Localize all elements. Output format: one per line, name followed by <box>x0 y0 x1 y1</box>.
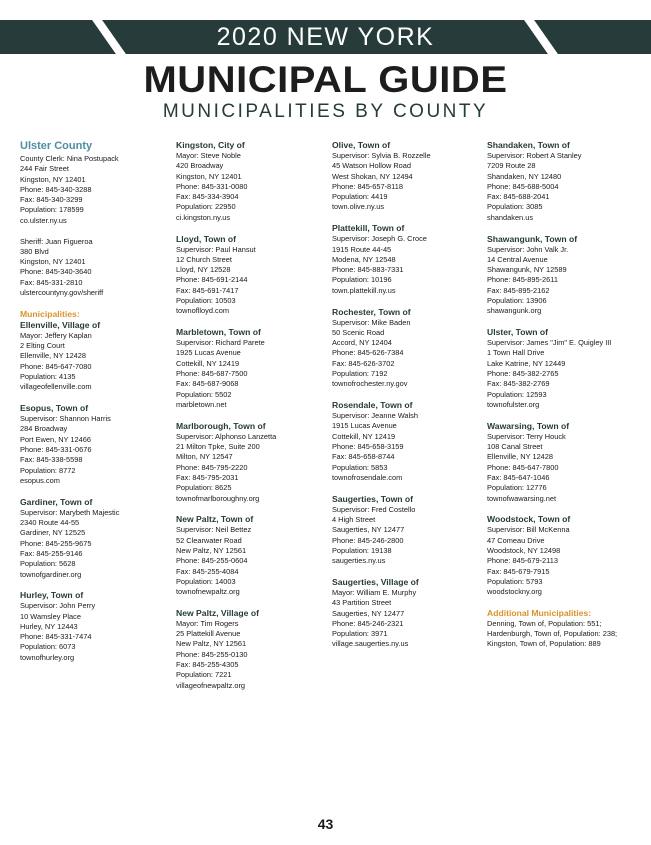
municipality-entry <box>176 327 328 410</box>
column-1 <box>20 140 172 674</box>
municipality-entry <box>332 307 484 390</box>
entry-line: Fax: 845-334-3904 <box>176 192 239 202</box>
entry-line: Phone: 845-647-7080 <box>20 361 92 371</box>
municipality-entry <box>176 140 328 223</box>
entry-line: Population: 5793 <box>487 576 543 586</box>
entry-line: Phone: 845-626-7384 <box>332 348 404 358</box>
entry-line: Supervisor: Mike Baden <box>332 317 411 327</box>
municipality-entry <box>332 223 484 296</box>
entry-line: Population: 3971 <box>332 629 388 639</box>
municipality-name: Woodstock, Town of <box>487 514 571 525</box>
entry-line: 21 Milton Tpke, Suite 200 <box>176 442 260 452</box>
entry-line: Cottekill, NY 12419 <box>332 431 396 441</box>
entry-line: Mayor: William E. Murphy <box>332 588 417 597</box>
municipality-name: Plattekill, Town of <box>332 223 405 234</box>
entry-line: 1915 Route 44-45 <box>332 244 392 254</box>
entry-line: 420 Broadway <box>176 161 224 171</box>
entry-line: Shandaken, NY 12480 <box>487 171 562 181</box>
entry-line: 14 Central Avenue <box>487 254 548 264</box>
municipality-entry <box>487 140 639 223</box>
entry-line: townofnewpaltz.org <box>176 587 240 597</box>
entry-line: Supervisor: Neil Bettez <box>176 525 252 535</box>
additional-municipalities-label: Additional Municipalities: <box>487 607 592 618</box>
entry-line: Fax: 845-895-2162 <box>487 285 550 295</box>
entry-line: Phone: 845-255-0604 <box>176 556 248 566</box>
entry-line: Fax: 845-647-1046 <box>487 472 550 482</box>
entry-line: villageofellenville.com <box>20 382 92 392</box>
entry-line: Mayor: Steve Noble <box>176 151 241 160</box>
municipality-name: Olive, Town of <box>332 140 391 150</box>
entry-line: 1915 Lucas Avenue <box>332 421 397 431</box>
entry-line: Phone: 845-331-0080 <box>176 181 248 191</box>
entry-line: Population: 13906 <box>487 296 547 306</box>
entry-line: Population: 5853 <box>332 462 388 472</box>
sheriff-block <box>20 237 172 299</box>
entry-line: Kingston, NY 12401 <box>176 171 242 181</box>
entry-line: 12 Church Street <box>176 254 232 264</box>
entry-line: Cottekill, NY 12419 <box>176 358 240 368</box>
entry-line: Supervisor: Fred Costello <box>332 504 416 514</box>
entry-line: Phone: 845-340-3288 <box>20 184 92 194</box>
entry-line: townofrochester.ny.gov <box>332 379 408 389</box>
entry-line: marbletown.net <box>176 399 227 409</box>
entry-line: Phone: 845-340-3640 <box>20 267 92 277</box>
entry-line: Gardiner, NY 12525 <box>20 528 86 538</box>
entry-line: shawangunk.org <box>487 306 542 316</box>
entry-line: Population: 8772 <box>20 465 76 475</box>
entry-line: Port Ewen, NY 12466 <box>20 434 91 444</box>
entry-line: co.ulster.ny.us <box>20 215 67 225</box>
municipality-name: Wawarsing, Town of <box>487 420 570 431</box>
municipality-entry <box>176 421 328 504</box>
entry-line: Woodstock, NY 12498 <box>487 545 561 555</box>
entry-line: 10 Wamsley Place <box>20 611 81 621</box>
entry-line: Lloyd, NY 12528 <box>176 265 231 275</box>
entry-line: Fax: 845-255-4305 <box>176 660 239 670</box>
entry-line: 1925 Lucas Avenue <box>176 348 241 358</box>
entry-line: Supervisor: John Perry <box>20 601 96 611</box>
entry-line: Phone: 845-658-3159 <box>332 442 404 452</box>
entry-line: Population: 8625 <box>176 483 232 493</box>
entry-line: esopus.com <box>20 475 60 485</box>
page-subtitle: MUNICIPALITIES BY COUNTY <box>162 101 489 122</box>
entry-line: townofhurley.org <box>20 652 75 662</box>
entry-line: Population: 4419 <box>332 192 388 202</box>
entry-line: Fax: 845-255-4084 <box>176 566 239 576</box>
entry-line: 2 Elting Court <box>20 341 65 351</box>
entry-line: Kingston, NY 12401 <box>20 257 86 267</box>
entry-line: Mayor: Jeffery Kaplan <box>20 330 92 340</box>
municipality-entry <box>176 514 328 597</box>
entry-line: town.plattekill.ny.us <box>332 285 396 295</box>
entry-line: Population: 3085 <box>487 202 543 212</box>
additional-municipalities-text: Denning, Town of, Population: 551; Hardenburgh, Town of, Population: 238; Kingston, Town of, Population: 889 <box>487 618 618 649</box>
entry-line: Population: 10503 <box>176 296 236 306</box>
entry-line: townofmarlboroughny.org <box>176 493 260 503</box>
entry-line: ci.kingston.ny.us <box>176 212 231 222</box>
entry-line: townoflloyd.com <box>176 306 229 316</box>
municipality-entry <box>332 140 484 213</box>
entry-line: Milton, NY 12547 <box>176 452 233 462</box>
municipality-name: New Paltz, Village of <box>176 607 259 618</box>
entry-line: Phone: 845-331-7474 <box>20 632 92 642</box>
entry-line: townofgardiner.org <box>20 569 82 579</box>
entry-line: Phone: 845-883-7331 <box>332 265 404 275</box>
entry-line: Population: 4135 <box>20 372 76 382</box>
entry-line: Supervisor: Robert A Stanley <box>487 151 582 160</box>
municipality-name: Shawangunk, Town of <box>487 233 578 244</box>
municipality-entry <box>332 577 484 650</box>
municipality-name: Rochester, Town of <box>332 306 411 317</box>
municipality-name: Marbletown, Town of <box>176 327 261 338</box>
municipality-name: Lloyd, Town of <box>176 233 236 244</box>
entry-line: villageofnewpaltz.org <box>176 680 246 690</box>
entry-line: townofwawarsing.net <box>487 493 557 503</box>
entry-line: Supervisor: Richard Parete <box>176 338 265 348</box>
entry-line: Phone: 845-647-7800 <box>487 462 559 472</box>
entry-line: Supervisor: Bill McKenna <box>487 525 570 535</box>
entry-line: Supervisor: Jeanne Walsh <box>332 411 418 421</box>
entry-line: Fax: 845-687-9068 <box>176 379 239 389</box>
entry-line: Population: 22950 <box>176 202 236 212</box>
entry-line: 43 Partition Street <box>332 598 392 608</box>
entry-line: Phone: 845-687-7500 <box>176 369 248 379</box>
municipality-entry <box>487 421 639 504</box>
entry-line: Supervisor: Marybeth Majestic <box>20 507 120 517</box>
entry-line: Phone: 845-688-5004 <box>487 181 559 191</box>
municipality-entry <box>20 590 172 663</box>
entry-line: Supervisor: Alphonso Lanzetta <box>176 431 277 441</box>
entry-line: 284 Broadway <box>20 424 68 434</box>
entry-line: Fax: 845-340-3299 <box>20 195 83 205</box>
municipality-name: Ulster, Town of <box>487 327 548 338</box>
entry-line: Fax: 845-688-2041 <box>487 192 550 202</box>
entry-line: woodstockny.org <box>487 587 542 597</box>
entry-line: saugerties.ny.us <box>332 556 386 566</box>
entry-line: Phone: 845-382-2765 <box>487 369 559 379</box>
entry-line: Fax: 845-382-2769 <box>487 379 550 389</box>
page-number: 43 <box>317 816 334 832</box>
entry-line: Population: 5502 <box>176 389 232 399</box>
municipality-entry <box>176 234 328 317</box>
entry-line: Phone: 845-679-2113 <box>487 556 558 566</box>
entry-line: Population: 10196 <box>332 275 392 285</box>
entry-line: 7209 Route 28 <box>487 161 536 171</box>
municipality-name: Hurley, Town of <box>20 590 84 601</box>
municipality-entry <box>20 320 172 393</box>
entry-line: Shawangunk, NY 12589 <box>487 265 567 275</box>
municipality-entry <box>487 327 639 410</box>
column-3 <box>332 140 484 660</box>
entry-line: Fax: 845-658-8744 <box>332 452 395 462</box>
entry-line: Fax: 845-331-2810 <box>20 277 83 287</box>
municipality-name: Saugerties, Town of <box>332 493 414 504</box>
entry-line: Phone: 845-795-2220 <box>176 462 248 472</box>
county-clerk-block <box>20 154 172 226</box>
entry-line: Population: 7192 <box>332 369 388 379</box>
entry-line: 52 Clearwater Road <box>176 535 242 545</box>
entry-line: Ellenville, NY 12428 <box>20 351 87 361</box>
entry-line: Lake Katrine, NY 12449 <box>487 358 566 368</box>
entry-line: Population: 5628 <box>20 559 76 569</box>
county-name: Ulster County <box>20 140 93 152</box>
entry-line: Kingston, NY 12401 <box>20 174 86 184</box>
municipality-name: Kingston, City of <box>176 140 245 150</box>
entry-line: Phone: 845-246-2321 <box>332 618 404 628</box>
municipality-entry <box>176 608 328 691</box>
entry-line: 2340 Route 44-55 <box>20 518 80 528</box>
municipality-name: Ellenville, Village of <box>20 319 101 330</box>
entry-line: Phone: 845-246-2800 <box>332 535 404 545</box>
entry-line: Population: 6073 <box>20 642 76 652</box>
entry-line: County Clerk: Nina Postupack <box>20 154 119 163</box>
municipality-entry <box>487 514 639 597</box>
entry-line: ulstercountyny.gov/sheriff <box>20 288 104 298</box>
municipality-entry <box>332 400 484 483</box>
entry-line: Supervisor: James "Jim" E. Quigley III <box>487 338 612 348</box>
municipality-name: Saugerties, Village of <box>332 577 419 587</box>
entry-line: Mayor: Tim Rogers <box>176 618 239 628</box>
municipality-entry <box>20 403 172 486</box>
entry-line: New Paltz, NY 12561 <box>176 545 247 555</box>
entry-line: 4 High Street <box>332 515 376 525</box>
entry-line: Phone: 845-331-0676 <box>20 445 92 455</box>
entry-line: 25 Plattekill Avenue <box>176 629 241 639</box>
banner-title: 2020 NEW YORK <box>216 23 435 51</box>
entry-line: 108 Canal Street <box>487 442 543 452</box>
column-2 <box>176 140 328 701</box>
entry-line: Phone: 845-895-2611 <box>487 275 558 285</box>
entry-line: Population: 14003 <box>176 576 236 586</box>
entry-line: Population: 12593 <box>487 389 547 399</box>
entry-line: Population: 12776 <box>487 483 547 493</box>
entry-line: Phone: 845-657-8118 <box>332 181 403 191</box>
entry-line: New Paltz, NY 12561 <box>176 639 247 649</box>
entry-line: Saugerties, NY 12477 <box>332 525 405 535</box>
entry-line: West Shokan, NY 12494 <box>332 171 413 181</box>
entry-line: Fax: 845-338-5598 <box>20 455 83 465</box>
entry-line: Supervisor: Paul Hansut <box>176 244 256 254</box>
entry-line: village.saugerties.ny.us <box>332 639 409 649</box>
entry-line: Modena, NY 12548 <box>332 254 396 264</box>
entry-line: 380 Blvd <box>20 246 49 256</box>
entry-line: Phone: 845-255-9675 <box>20 538 92 548</box>
entry-line: Population: 19138 <box>332 545 392 555</box>
entry-line: shandaken.us <box>487 212 534 222</box>
entry-line: Supervisor: Sylvia B. Rozzelle <box>332 151 431 160</box>
entry-line: Population: 7221 <box>176 670 232 680</box>
entry-line: Phone: 845-691-2144 <box>176 275 248 285</box>
entry-line: Fax: 845-679-7915 <box>487 566 550 576</box>
entry-line: Fax: 845-795-2031 <box>176 472 239 482</box>
entry-line: 1 Town Hall Drive <box>487 348 545 358</box>
entry-line: townofulster.org <box>487 399 540 409</box>
entry-line: Fax: 845-691-7417 <box>176 285 239 295</box>
entry-line: Hurley, NY 12443 <box>20 621 78 631</box>
entry-line: Accord, NY 12404 <box>332 338 392 348</box>
entry-line: Sheriff: Juan Figueroa <box>20 236 93 246</box>
municipality-name: Esopus, Town of <box>20 403 89 414</box>
entry-line: townofrosendale.com <box>332 472 403 482</box>
municipality-name: Marlborough, Town of <box>176 420 266 431</box>
entry-line: Ellenville, NY 12428 <box>487 452 554 462</box>
municipality-name: Shandaken, Town of <box>487 140 570 150</box>
municipality-name: Rosendale, Town of <box>332 400 413 411</box>
entry-line: 47 Comeau Drive <box>487 535 545 545</box>
municipality-entry <box>487 234 639 317</box>
entry-line: Supervisor: John Valk Jr. <box>487 244 569 254</box>
entry-line: Supervisor: Shannon Harris <box>20 414 111 424</box>
municipalities-label: Municipalities: <box>20 308 80 319</box>
entry-line: 50 Scenic Road <box>332 327 385 337</box>
entry-line: Supervisor: Joseph G. Croce <box>332 234 427 244</box>
entry-line: Saugerties, NY 12477 <box>332 608 405 618</box>
municipality-entry <box>20 497 172 580</box>
entry-line: Fax: 845-626-3702 <box>332 358 395 368</box>
entry-line: Population: 178599 <box>20 205 84 215</box>
municipality-entry <box>332 494 484 567</box>
entry-line: Supervisor: Terry Houck <box>487 431 566 441</box>
entry-line: Fax: 845-255-9146 <box>20 548 83 558</box>
entry-line: 45 Watson Hollow Road <box>332 161 412 171</box>
entry-line: Phone: 845-255-0130 <box>176 649 248 659</box>
municipality-name: New Paltz, Town of <box>176 514 254 525</box>
municipality-name: Gardiner, Town of <box>20 496 93 507</box>
page-title: MUNICIPAL GUIDE <box>143 59 508 100</box>
entry-line: town.olive.ny.us <box>332 202 385 212</box>
column-4 <box>487 140 639 650</box>
entry-line: 244 Fair Street <box>20 164 69 174</box>
